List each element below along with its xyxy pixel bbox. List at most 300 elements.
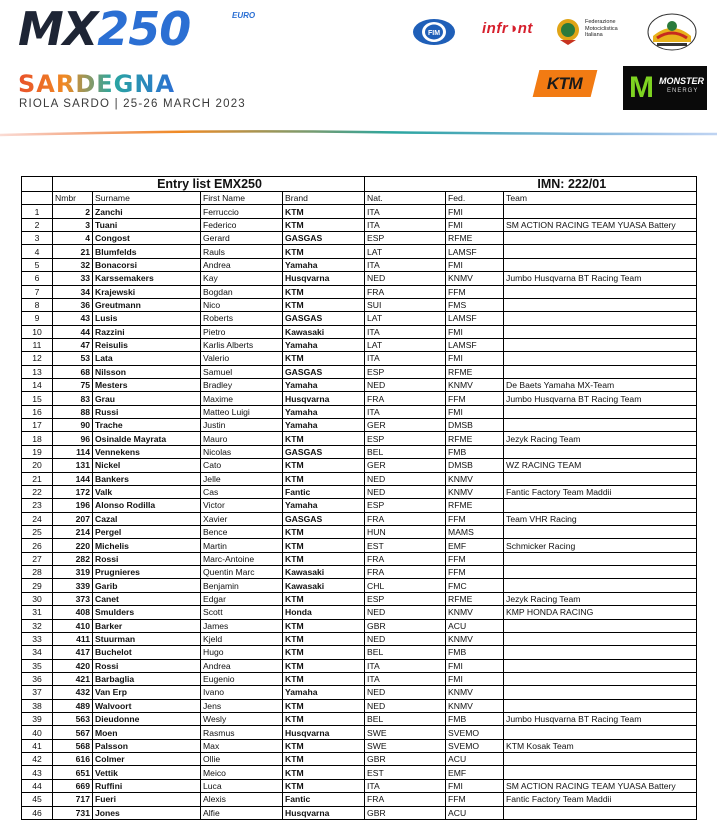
team xyxy=(504,552,697,565)
brand: Fantic xyxy=(283,793,365,806)
row-index: 6 xyxy=(22,272,53,285)
federation: ACU xyxy=(446,806,504,819)
row-index: 29 xyxy=(22,579,53,592)
first-name: Bence xyxy=(201,525,283,538)
surname: Rossi xyxy=(93,552,201,565)
ktm-logo xyxy=(533,70,598,97)
col-fed: Fed. xyxy=(446,192,504,205)
rider-number: 567 xyxy=(53,726,93,739)
federation: KNMV xyxy=(446,472,504,485)
rider-number: 172 xyxy=(53,485,93,498)
federation: FFM xyxy=(446,512,504,525)
rider-number: 220 xyxy=(53,539,93,552)
team: Jezyk Racing Team xyxy=(504,432,697,445)
fim-label: FIM xyxy=(427,30,441,37)
nationality: ITA xyxy=(365,325,446,338)
rider-number: 373 xyxy=(53,592,93,605)
team: KTM Kosak Team xyxy=(504,739,697,752)
team xyxy=(504,632,697,645)
brand: GASGAS xyxy=(283,512,365,525)
surname: Pergel xyxy=(93,525,201,538)
nationality: ESP xyxy=(365,232,446,245)
federation: KNMV xyxy=(446,699,504,712)
brand: KTM xyxy=(283,753,365,766)
first-name: Rasmus xyxy=(201,726,283,739)
brand: KTM xyxy=(283,285,365,298)
surname: Vettik xyxy=(93,766,201,779)
brand: KTM xyxy=(283,245,365,258)
table-row xyxy=(22,232,697,245)
first-name: Karlis Alberts xyxy=(201,338,283,351)
nationality: NED xyxy=(365,379,446,392)
surname: Razzini xyxy=(93,325,201,338)
first-name: Cato xyxy=(201,459,283,472)
first-name: Nico xyxy=(201,298,283,311)
team xyxy=(504,646,697,659)
row-index: 22 xyxy=(22,485,53,498)
nationality: ITA xyxy=(365,205,446,218)
surname: Colmer xyxy=(93,753,201,766)
team xyxy=(504,365,697,378)
federation: LAMSF xyxy=(446,245,504,258)
rider-number: 319 xyxy=(53,566,93,579)
row-index: 32 xyxy=(22,619,53,632)
first-name: Luca xyxy=(201,779,283,792)
row-index: 27 xyxy=(22,552,53,565)
surname: Walvoort xyxy=(93,699,201,712)
row-index: 11 xyxy=(22,338,53,351)
first-name: Martin xyxy=(201,539,283,552)
federation: EMF xyxy=(446,539,504,552)
first-name: Eugenio xyxy=(201,672,283,685)
rider-number: 669 xyxy=(53,779,93,792)
team xyxy=(504,619,697,632)
nationality: ITA xyxy=(365,352,446,365)
surname: Lata xyxy=(93,352,201,365)
brand: KTM xyxy=(283,713,365,726)
table-row xyxy=(22,753,697,766)
rider-number: 2 xyxy=(53,205,93,218)
first-name: Nicolas xyxy=(201,445,283,458)
table-row xyxy=(22,539,697,552)
team: De Baets Yamaha MX-Team xyxy=(504,379,697,392)
mx250-euro-logo xyxy=(18,2,268,58)
fmi-text-2: Motociclistica xyxy=(585,25,618,32)
nationality: FRA xyxy=(365,566,446,579)
federation: FMB xyxy=(446,646,504,659)
federation: DMSB xyxy=(446,419,504,432)
table-row xyxy=(22,672,697,685)
row-index: 18 xyxy=(22,432,53,445)
rider-number: 214 xyxy=(53,525,93,538)
team xyxy=(504,672,697,685)
first-name: Quentin Marc xyxy=(201,566,283,579)
brand: KTM xyxy=(283,739,365,752)
first-name: Ollie xyxy=(201,753,283,766)
nationality: GBR xyxy=(365,619,446,632)
nationality: ITA xyxy=(365,672,446,685)
federation: KNMV xyxy=(446,632,504,645)
fmi-text-3: Italiana xyxy=(585,32,603,38)
brand: KTM xyxy=(283,432,365,445)
rider-number: 131 xyxy=(53,459,93,472)
rider-number: 568 xyxy=(53,739,93,752)
team xyxy=(504,766,697,779)
surname: Moen xyxy=(93,726,201,739)
federation: ACU xyxy=(446,619,504,632)
first-name: Edgar xyxy=(201,592,283,605)
first-name: Gerard xyxy=(201,232,283,245)
first-name: Bradley xyxy=(201,379,283,392)
federation: LAMSF xyxy=(446,338,504,351)
federation: FMI xyxy=(446,659,504,672)
federation: FMB xyxy=(446,713,504,726)
team xyxy=(504,232,697,245)
team: SM ACTION RACING TEAM YUASA Battery xyxy=(504,218,697,231)
rider-number: 21 xyxy=(53,245,93,258)
first-name: Alfie xyxy=(201,806,283,819)
first-name: Cas xyxy=(201,485,283,498)
row-index: 40 xyxy=(22,726,53,739)
first-name: Bogdan xyxy=(201,285,283,298)
row-index: 12 xyxy=(22,352,53,365)
surname: Dieudonne xyxy=(93,713,201,726)
nationality: ITA xyxy=(365,258,446,271)
row-index: 15 xyxy=(22,392,53,405)
table-row xyxy=(22,245,697,258)
team xyxy=(504,659,697,672)
table-row xyxy=(22,632,697,645)
team xyxy=(504,405,697,418)
first-name: Kjeld xyxy=(201,632,283,645)
team xyxy=(504,699,697,712)
first-name: Maxime xyxy=(201,392,283,405)
rider-number: 88 xyxy=(53,405,93,418)
table-row xyxy=(22,766,697,779)
col-first-name: First Name xyxy=(201,192,283,205)
federation: RFME xyxy=(446,232,504,245)
table-row xyxy=(22,779,697,792)
rider-number: 32 xyxy=(53,258,93,271)
rider-number: 96 xyxy=(53,432,93,445)
first-name: Xavier xyxy=(201,512,283,525)
federation: FMB xyxy=(446,445,504,458)
row-index: 46 xyxy=(22,806,53,819)
rider-number: 144 xyxy=(53,472,93,485)
team xyxy=(504,205,697,218)
surname: Grau xyxy=(93,392,201,405)
surname: Blumfelds xyxy=(93,245,201,258)
brand: KTM xyxy=(283,646,365,659)
first-name: Jelle xyxy=(201,472,283,485)
row-index: 39 xyxy=(22,713,53,726)
rider-number: 34 xyxy=(53,285,93,298)
federation: FMI xyxy=(446,205,504,218)
surname: Jones xyxy=(93,806,201,819)
rider-number: 282 xyxy=(53,552,93,565)
col-nmbr: Nmbr xyxy=(53,192,93,205)
surname: Ruffini xyxy=(93,779,201,792)
federation: EMF xyxy=(446,766,504,779)
brand: KTM xyxy=(283,472,365,485)
nationality: NED xyxy=(365,699,446,712)
brand: Husqvarna xyxy=(283,392,365,405)
surname: Russi xyxy=(93,405,201,418)
surname: Barbaglia xyxy=(93,672,201,685)
nationality: SUI xyxy=(365,298,446,311)
brand: Honda xyxy=(283,606,365,619)
fmi-logo xyxy=(555,14,625,50)
row-index: 38 xyxy=(22,699,53,712)
surname: Buchelot xyxy=(93,646,201,659)
first-name: Andrea xyxy=(201,258,283,271)
team: Schmicker Racing xyxy=(504,539,697,552)
row-index: 24 xyxy=(22,512,53,525)
logo-euro: EURO xyxy=(232,11,256,20)
table-row xyxy=(22,285,697,298)
surname: Prugnieres xyxy=(93,566,201,579)
brand: KTM xyxy=(283,525,365,538)
table-row xyxy=(22,619,697,632)
table-row xyxy=(22,218,697,231)
nationality: FRA xyxy=(365,392,446,405)
first-name: James xyxy=(201,619,283,632)
first-name: Pietro xyxy=(201,325,283,338)
brand: KTM xyxy=(283,619,365,632)
team: KMP HONDA RACING xyxy=(504,606,697,619)
table-row xyxy=(22,405,697,418)
brand: Yamaha xyxy=(283,338,365,351)
surname: Canet xyxy=(93,592,201,605)
rider-number: 411 xyxy=(53,632,93,645)
table-row xyxy=(22,525,697,538)
monster-sub: ENERGY xyxy=(667,88,699,94)
first-name: Wesly xyxy=(201,713,283,726)
row-index: 31 xyxy=(22,606,53,619)
brand: KTM xyxy=(283,659,365,672)
table-row xyxy=(22,205,697,218)
nationality: FRA xyxy=(365,512,446,525)
team xyxy=(504,258,697,271)
first-name: Kay xyxy=(201,272,283,285)
federation: FFM xyxy=(446,392,504,405)
rider-number: 421 xyxy=(53,672,93,685)
nationality: NED xyxy=(365,485,446,498)
team xyxy=(504,472,697,485)
team xyxy=(504,753,697,766)
nationality: GER xyxy=(365,459,446,472)
nationality: ITA xyxy=(365,218,446,231)
nationality: EST xyxy=(365,539,446,552)
surname: Cazal xyxy=(93,512,201,525)
rider-number: 616 xyxy=(53,753,93,766)
row-index: 41 xyxy=(22,739,53,752)
rider-number: 489 xyxy=(53,699,93,712)
federation: RFME xyxy=(446,499,504,512)
federation: ACU xyxy=(446,753,504,766)
rider-number: 563 xyxy=(53,713,93,726)
team xyxy=(504,579,697,592)
first-name: Scott xyxy=(201,606,283,619)
federation: MAMS xyxy=(446,525,504,538)
table-row xyxy=(22,365,697,378)
table-row xyxy=(22,726,697,739)
nationality: CHL xyxy=(365,579,446,592)
brand: KTM xyxy=(283,592,365,605)
table-row xyxy=(22,485,697,498)
table-row xyxy=(22,699,697,712)
surname: Nickel xyxy=(93,459,201,472)
row-index: 13 xyxy=(22,365,53,378)
monster-name: MONSTER xyxy=(659,76,704,86)
team xyxy=(504,445,697,458)
brand: KTM xyxy=(283,672,365,685)
row-index: 45 xyxy=(22,793,53,806)
rider-number: 33 xyxy=(53,272,93,285)
brand: GASGAS xyxy=(283,365,365,378)
logo-mx: MX xyxy=(18,2,98,56)
row-index: 25 xyxy=(22,525,53,538)
surname: Smulders xyxy=(93,606,201,619)
rider-number: 410 xyxy=(53,619,93,632)
table-row xyxy=(22,432,697,445)
event-header xyxy=(0,0,717,145)
team: SM ACTION RACING TEAM YUASA Battery xyxy=(504,779,697,792)
federation: SVEMO xyxy=(446,739,504,752)
team xyxy=(504,285,697,298)
surname: Lusis xyxy=(93,312,201,325)
surname: Van Erp xyxy=(93,686,201,699)
row-index: 16 xyxy=(22,405,53,418)
surname: Karssemakers xyxy=(93,272,201,285)
brand: KTM xyxy=(283,779,365,792)
rider-number: 408 xyxy=(53,606,93,619)
row-index: 3 xyxy=(22,232,53,245)
table-row xyxy=(22,552,697,565)
table-header-row xyxy=(22,192,697,205)
rider-number: 432 xyxy=(53,686,93,699)
team xyxy=(504,686,697,699)
team: Jumbo Husqvarna BT Racing Team xyxy=(504,392,697,405)
team xyxy=(504,419,697,432)
row-index: 9 xyxy=(22,312,53,325)
rider-number: 3 xyxy=(53,218,93,231)
location-title: SARDEGNA xyxy=(18,70,176,98)
rider-number: 717 xyxy=(53,793,93,806)
ktm-label: KTM xyxy=(547,73,583,93)
table-row xyxy=(22,713,697,726)
table-row xyxy=(22,459,697,472)
team xyxy=(504,525,697,538)
first-name: Ivano xyxy=(201,686,283,699)
federation: KNMV xyxy=(446,606,504,619)
nationality: ITA xyxy=(365,779,446,792)
fim-europe-logo xyxy=(410,14,458,50)
first-name: Federico xyxy=(201,218,283,231)
federation: FMI xyxy=(446,779,504,792)
table-row xyxy=(22,325,697,338)
first-name: Valerio xyxy=(201,352,283,365)
monster-claw-icon: M xyxy=(629,71,654,104)
nationality: ESP xyxy=(365,432,446,445)
row-index: 43 xyxy=(22,766,53,779)
rider-number: 196 xyxy=(53,499,93,512)
imn-number: IMN: 222/01 xyxy=(446,177,697,192)
team: Jumbo Husqvarna BT Racing Team xyxy=(504,272,697,285)
event-date-venue: RIOLA SARDO | 25-26 MARCH 2023 xyxy=(19,98,246,110)
rider-number: 43 xyxy=(53,312,93,325)
federation: RFME xyxy=(446,592,504,605)
row-index: 30 xyxy=(22,592,53,605)
first-name: Hugo xyxy=(201,646,283,659)
surname: Palsson xyxy=(93,739,201,752)
brand: Husqvarna xyxy=(283,726,365,739)
brand: KTM xyxy=(283,352,365,365)
brand: GASGAS xyxy=(283,232,365,245)
surname: Trache xyxy=(93,419,201,432)
rider-number: 44 xyxy=(53,325,93,338)
team xyxy=(504,312,697,325)
entry-list-table xyxy=(21,176,696,820)
first-name: Justin xyxy=(201,419,283,432)
row-index: 17 xyxy=(22,419,53,432)
table-row xyxy=(22,806,697,819)
nationality: LAT xyxy=(365,338,446,351)
row-index: 20 xyxy=(22,459,53,472)
col-team: Team xyxy=(504,192,697,205)
surname: Nilsson xyxy=(93,365,201,378)
brand: KTM xyxy=(283,766,365,779)
surname: Rossi xyxy=(93,659,201,672)
federation: SVEMO xyxy=(446,726,504,739)
surname: Alonso Rodilla xyxy=(93,499,201,512)
row-index: 1 xyxy=(22,205,53,218)
first-name: Matteo Luigi xyxy=(201,405,283,418)
table-row xyxy=(22,352,697,365)
surname: Krajewski xyxy=(93,285,201,298)
row-index: 19 xyxy=(22,445,53,458)
first-name: Rauls xyxy=(201,245,283,258)
infront-logo: infr◑nt xyxy=(482,20,533,37)
nationality: NED xyxy=(365,686,446,699)
rider-number: 47 xyxy=(53,338,93,351)
brand: KTM xyxy=(283,205,365,218)
team: Fantic Factory Team Maddii xyxy=(504,485,697,498)
row-index: 35 xyxy=(22,659,53,672)
first-name: Victor xyxy=(201,499,283,512)
table-row xyxy=(22,258,697,271)
rider-number: 417 xyxy=(53,646,93,659)
table-row xyxy=(22,739,697,752)
rider-number: 420 xyxy=(53,659,93,672)
monster-energy-logo xyxy=(623,66,707,110)
surname: Barker xyxy=(93,619,201,632)
rider-number: 90 xyxy=(53,419,93,432)
nationality: FRA xyxy=(365,285,446,298)
row-index: 26 xyxy=(22,539,53,552)
federation: KNMV xyxy=(446,686,504,699)
federation: FFM xyxy=(446,552,504,565)
col-brand: Brand xyxy=(283,192,365,205)
first-name: Mauro xyxy=(201,432,283,445)
team xyxy=(504,325,697,338)
row-index: 23 xyxy=(22,499,53,512)
rider-number: 339 xyxy=(53,579,93,592)
nationality: BEL xyxy=(365,646,446,659)
surname: Congost xyxy=(93,232,201,245)
brand: Yamaha xyxy=(283,419,365,432)
team: Jezyk Racing Team xyxy=(504,592,697,605)
